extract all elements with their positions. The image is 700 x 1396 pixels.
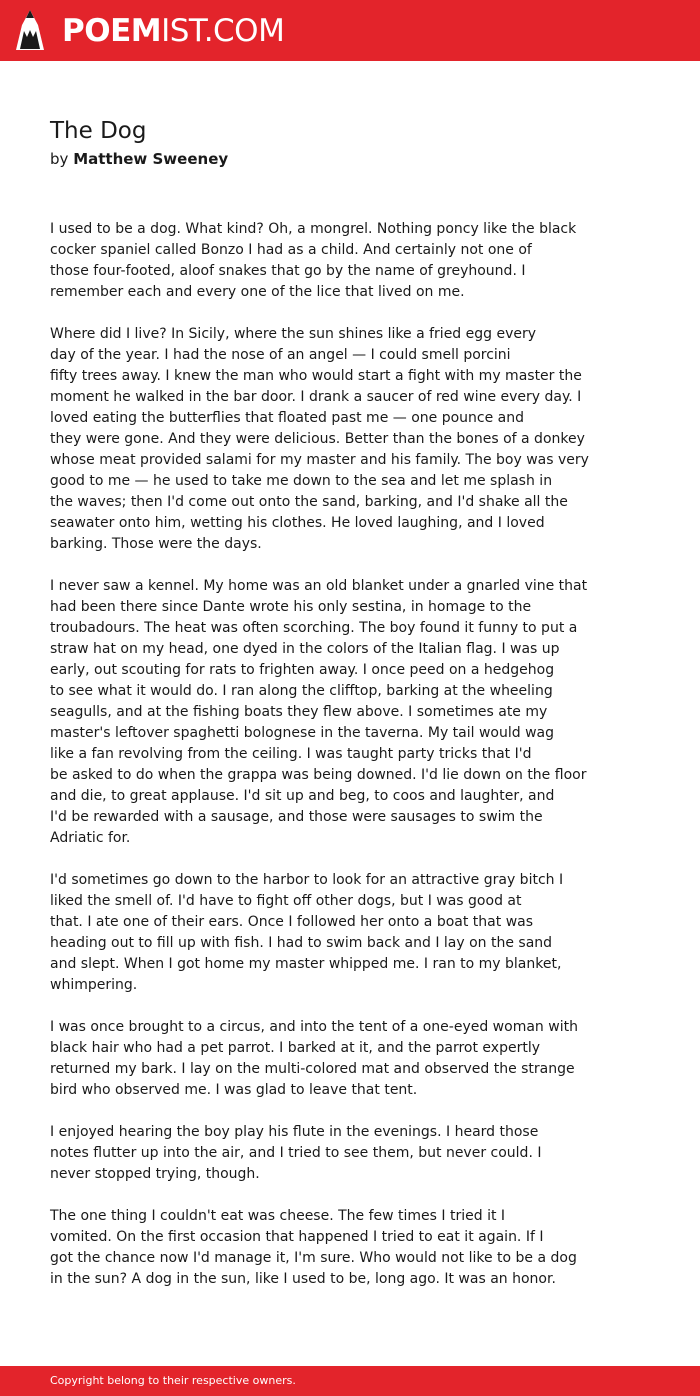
poem-line: remember each and every one of the lice that lived on me. — [50, 284, 465, 300]
copyright-notice: Copyright belong to their respective owners. — [50, 1374, 296, 1387]
poem-line: those four-footed, aloof snakes that go by the name of greyhound. I — [50, 263, 526, 279]
poem-line: seagulls, and at the fishing boats they flew above. I sometimes ate my — [50, 704, 548, 720]
brand-bold-text: POEM — [62, 13, 162, 49]
poem-body — [50, 219, 610, 1311]
poem-title: The Dog — [50, 118, 147, 144]
poem-line: I was once brought to a circus, and into the tent of a one-eyed woman with — [50, 1019, 578, 1035]
poem-line: whose meat provided salami for my master and his family. The boy was very — [50, 452, 589, 468]
poem-line: straw hat on my head, one dyed in the colors of the Italian flag. I was up — [50, 641, 560, 657]
poem-line: vomited. On the first occasion that happened I tried to eat it again. If I — [50, 1229, 544, 1245]
poem-line: master's leftover spaghetti bolognese in the taverna. My tail would wag — [50, 725, 555, 741]
poem-line: heading out to fill up with fish. I had to swim back and I lay on the sand — [50, 935, 553, 951]
site-logo-link[interactable] — [62, 12, 284, 50]
poem-line: seawater onto him, wetting his clothes. He loved laughing, and I loved — [50, 515, 545, 531]
site-header — [0, 0, 700, 61]
poem-line: got the chance now I'd manage it, I'm sure. Who would not like to be a dog — [50, 1250, 577, 1266]
poem-line: liked the smell of. I'd have to fight off other dogs, but I was good at — [50, 893, 522, 909]
pencil-icon[interactable] — [15, 9, 45, 51]
poem-line: notes flutter up into the air, and I tried to see them, but never could. I — [50, 1145, 542, 1161]
poem-line: Where did I live? In Sicily, where the sun shines like a fried egg every — [50, 326, 537, 342]
poem-line: had been there since Dante wrote his only sestina, in homage to the — [50, 599, 532, 615]
poem-line: troubadours. The heat was often scorching. The boy found it funny to put a — [50, 620, 578, 636]
stanza — [50, 1122, 610, 1185]
stanza — [50, 219, 610, 303]
poem-line: good to me — he used to take me down to the sea and let me splash in — [50, 473, 553, 489]
poem-line: returned my bark. I lay on the multi-colored mat and observed the strange — [50, 1061, 575, 1077]
poem-line: whimpering. — [50, 977, 138, 993]
poem-line: Adriatic for. — [50, 830, 131, 846]
author-name: Matthew Sweeney — [73, 150, 229, 168]
stanza — [50, 870, 610, 996]
poem-line: cocker spaniel called Bonzo I had as a child. And certainly not one of — [50, 242, 532, 258]
poem-line: day of the year. I had the nose of an angel — I could smell porcini — [50, 347, 511, 363]
poem-line: be asked to do when the grappa was being downed. I'd lie down on the floor — [50, 767, 587, 783]
stanza — [50, 1206, 610, 1290]
poem-line: that. I ate one of their ears. Once I followed her onto a boat that was — [50, 914, 534, 930]
poem-line: fifty trees away. I knew the man who would start a fight with my master the — [50, 368, 582, 384]
poem-line: loved eating the butterflies that floated past me — one pounce and — [50, 410, 525, 426]
brand-light-text: IST.COM — [161, 13, 285, 49]
poem-line: I'd sometimes go down to the harbor to look for an attractive gray bitch I — [50, 872, 564, 888]
stanza — [50, 576, 610, 849]
poem-line: I used to be a dog. What kind? Oh, a mongrel. Nothing poncy like the black — [50, 221, 577, 237]
poem-line: barking. Those were the days. — [50, 536, 262, 552]
poem-line: in the sun? A dog in the sun, like I used to be, long ago. It was an honor. — [50, 1271, 556, 1287]
poem-line: never stopped trying, though. — [50, 1166, 260, 1182]
poem-line: the waves; then I'd come out onto the sand, barking, and I'd shake all the — [50, 494, 568, 510]
poem-line: to see what it would do. I ran along the clifftop, barking at the wheeling — [50, 683, 553, 699]
poem-line: bird who observed me. I was glad to leave that tent. — [50, 1082, 418, 1098]
byline-prefix: by — [50, 150, 69, 168]
poem-line: I'd be rewarded with a sausage, and those were sausages to swim the — [50, 809, 543, 825]
poem-line: like a fan revolving from the ceiling. I was taught party tricks that I'd — [50, 746, 532, 762]
site-footer — [0, 1366, 700, 1396]
poem-line: and slept. When I got home my master whipped me. I ran to my blanket, — [50, 956, 562, 972]
stanza — [50, 1017, 610, 1101]
poem-line: they were gone. And they were delicious. Better than the bones of a donkey — [50, 431, 585, 447]
poem-line: moment he walked in the bar door. I drank a saucer of red wine every day. I — [50, 389, 582, 405]
poem-line: I enjoyed hearing the boy play his flute in the evenings. I heard those — [50, 1124, 539, 1140]
poem-line: The one thing I couldn't eat was cheese. The few times I tried it I — [50, 1208, 506, 1224]
poem-line: I never saw a kennel. My home was an old blanket under a gnarled vine that — [50, 578, 588, 594]
poem-line: black hair who had a pet parrot. I barked at it, and the parrot expertly — [50, 1040, 541, 1056]
byline — [50, 148, 228, 170]
poem-line: early, out scouting for rats to frighten away. I once peed on a hedgehog — [50, 662, 555, 678]
stanza — [50, 324, 610, 555]
poem-line: and die, to great applause. I'd sit up and beg, to coos and laughter, and — [50, 788, 555, 804]
